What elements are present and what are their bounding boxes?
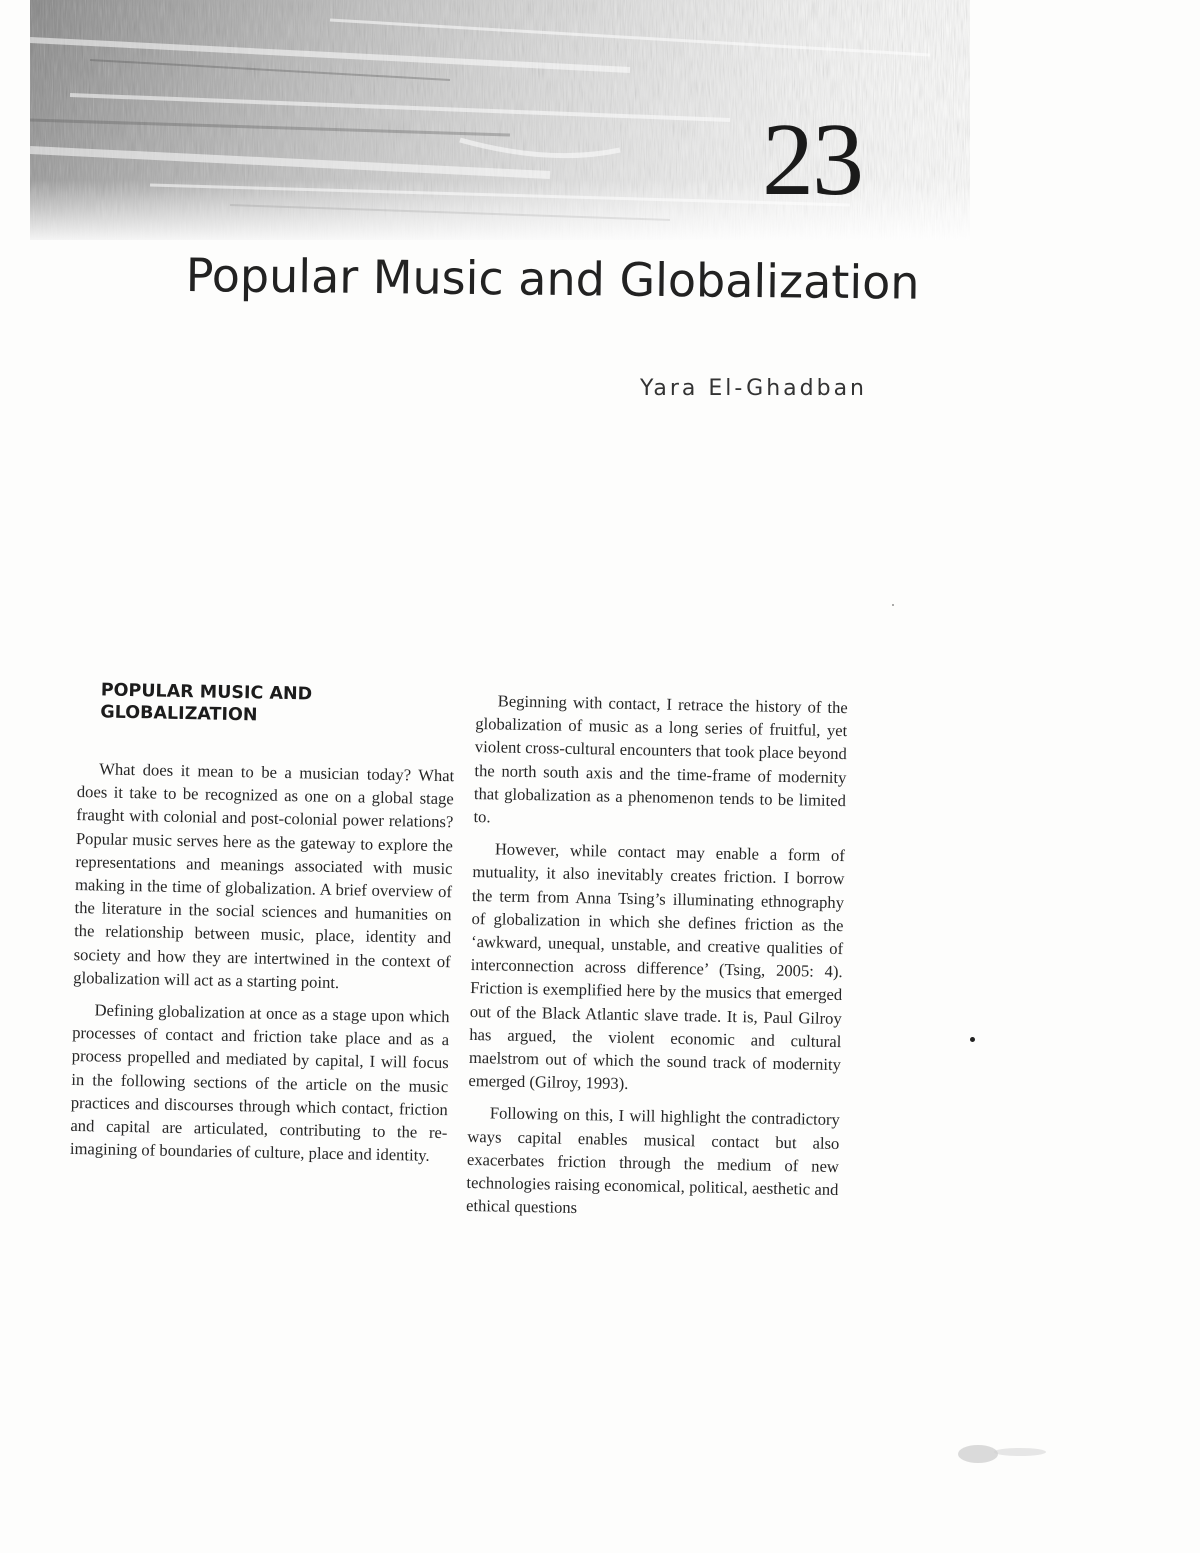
- body-paragraph: Defining globalization at once as a stage upon which processes of contact and friction take place and as a process propelled and mediated by capital, I will focus in the following sections of the article on the music practices and discourses through which contact, friction and capital are articulated, contributing to the re-imagining of boundaries of culture, place and identity.: [69, 1000, 450, 1166]
- scan-speck: [970, 1037, 975, 1042]
- body-paragraph: What does it mean to be a musician today? What does it take to be recognized as one on a global stage fraught with colonial and post-colonial power relations? Popular music serves here as the gateway to explore the representations and meanings associated with music making in the time of globalization. A brief overview of the literature in the social sciences and humanities on the relationship between music, place, identity and society and how they are intertwined in the context of globalization will act as a starting point.: [73, 759, 455, 992]
- right-text-column: [466, 689, 848, 1234]
- chapter-author: Yara El-Ghadban: [640, 376, 867, 401]
- left-text-column: [70, 679, 456, 1177]
- body-paragraph: Following on this, I will highlight the contradictory ways capital enables musical contact but also exacerbates friction through the medium of new technologies raising economical, political, aesthetic and ethical questions: [465, 1103, 840, 1218]
- chapter-number: 23: [762, 102, 862, 217]
- body-paragraph: Beginning with contact, I retrace the history of the globalization of music as a long series of fruitful, yet violent cross-cultural encounters that took place beyond the north south axis and the time-frame of modernity that globalization as a phenomenon tends to be limited to.: [473, 691, 848, 827]
- scan-speck: [892, 604, 894, 606]
- chapter-title: Popular Music and Globalization: [185, 248, 920, 310]
- section-heading: POPULAR MUSIC AND GLOBALIZATION: [100, 680, 313, 726]
- scan-smudge: [950, 1438, 1060, 1468]
- body-paragraph: However, while contact may enable a form of mutuality, it also inevitably creates friction. I borrow the term from Anna Tsing’s illuminating ethnography of globalization in which she defines friction as the ‘awkward, unequal, unstable, and creative qualities of interconnection across difference’ (Tsing, 2005: 4). Friction is exemplified here by the musics that emerged out of the Black Atlantic slave trade. It is, Paul Gilroy has argued, the violent economic and cultural maelstrom out of which the sound track of modernity emerged (Gilroy, 1993).: [468, 839, 846, 1094]
